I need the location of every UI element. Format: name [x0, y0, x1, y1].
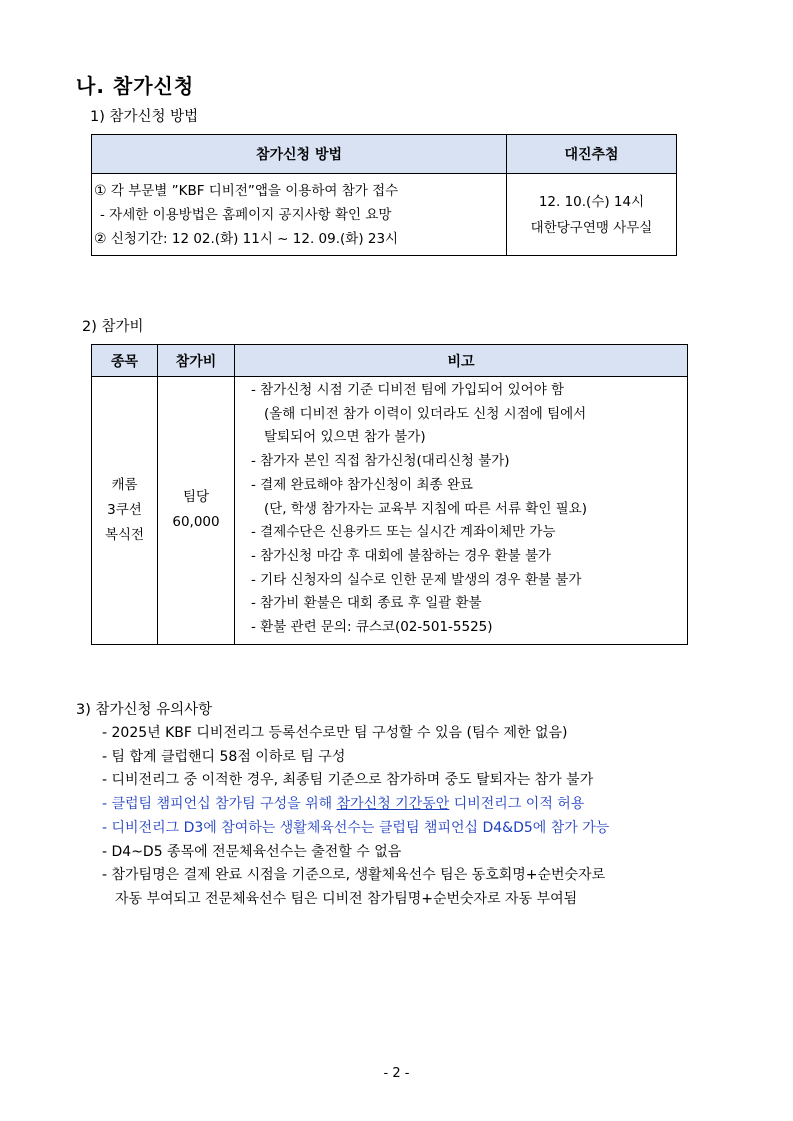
col-method-header: 참가신청 방법: [92, 135, 507, 174]
draw-place: 대한당구연맹 사무실: [530, 219, 653, 236]
col-fee-header: 참가비: [158, 345, 235, 377]
col-note-header: 비고: [235, 345, 688, 377]
application-method-table: [91, 134, 677, 256]
notice-list: [102, 722, 609, 912]
note-line: - 결제수단은 신용카드 또는 실시간 계좌이체만 가능: [251, 524, 556, 541]
col-draw-header: 대진추첨: [507, 135, 677, 174]
note-line: - 참가신청 시점 기준 디비전 팀에 가입되어 있어야 함: [251, 382, 565, 398]
sec1-title: 1) 참가신청 방법: [90, 109, 199, 125]
draw-cell: [507, 174, 677, 256]
page-number: - 2 -: [383, 1066, 410, 1081]
note-line: - 참가비 환불은 대회 종료 후 일괄 환불: [251, 595, 482, 612]
notice-item-cont: 자동 부여되고 전문체육선수 팀은 디비전 참가팀명+순번숫자로 자동 부여됨: [115, 890, 578, 907]
notice-item-transfer: - 클럽팀 챔피언십 참가팀 구성을 위해 참가신청 기간동안 디비전리그 이적 허용: [102, 796, 585, 813]
notes-cell: [235, 377, 688, 645]
event-cell: 캐롬 3쿠션 복식전: [92, 377, 158, 645]
sec3-title: 3) 참가신청 유의사항: [76, 702, 213, 718]
note-line: - 기타 신청자의 실수로 인한 문제 발생의 경우 환불 불가: [251, 571, 582, 588]
method-line-1: ① 각 부문별 ”KBF 디비전”앱을 이용하여 참가 접수: [94, 182, 399, 199]
note-line: - 결제 완료해야 참가신청이 최종 완료: [251, 476, 473, 493]
draw-date: 12. 10.(수) 14시: [538, 193, 645, 210]
note-line: - 참가자 본인 직접 참가신청(대리신청 불가): [251, 453, 510, 470]
note-line: - 환불 관련 문의: 큐스코(02-501-5525): [251, 619, 493, 636]
sec2-title: 2) 참가비: [82, 319, 144, 335]
fee-cell: 팀당 60,000: [158, 377, 235, 645]
note-line: (단, 학생 참가자는 교육부 지침에 따른 서류 확인 필요): [264, 500, 588, 517]
note-line: (올해 디비전 참가 이력이 있더라도 신청 시점에 팀에서: [264, 405, 587, 422]
col-event-header: 종목: [92, 345, 158, 377]
notice-item: - 2025년 KBF 디비전리그 등록선수로만 팀 구성할 수 있음 (팀수 제한 없음): [102, 725, 568, 741]
notice-item: - 디비전리그 중 이적한 경우, 최종팀 기준으로 참가하며 중도 탈퇴자는 참가 불가: [102, 772, 594, 789]
notice-item: - 참가팀명은 결제 완료 시점을 기준으로, 생활체육선수 팀은 동호회명+순번숫자로: [102, 867, 606, 884]
method-line-2: - 자세한 이용방법은 홈페이지 공지사항 확인 요망: [100, 206, 392, 223]
note-line: 탈퇴되어 있으면 참가 불가): [264, 429, 426, 446]
note-line: - 참가신청 마감 후 대회에 불참하는 경우 환불 불가: [251, 547, 552, 564]
section-heading: 나. 참가신청: [76, 74, 195, 98]
method-line-3: ② 신청기간: 12 02.(화) 11시 ~ 12. 09.(화) 23시: [94, 230, 399, 247]
method-cell: [92, 174, 507, 256]
entry-fee-table: [91, 344, 688, 645]
notice-item: - 팀 합계 클럽핸디 58점 이하로 팀 구성: [102, 748, 346, 765]
notice-item-d3: - 디비전리그 D3에 참여하는 생활체육선수는 클럽팀 챔피언십 D4&D5에 참가 가능: [102, 819, 610, 836]
notice-item: - D4~D5 종목에 전문체육선수는 출전할 수 없음: [102, 843, 402, 860]
